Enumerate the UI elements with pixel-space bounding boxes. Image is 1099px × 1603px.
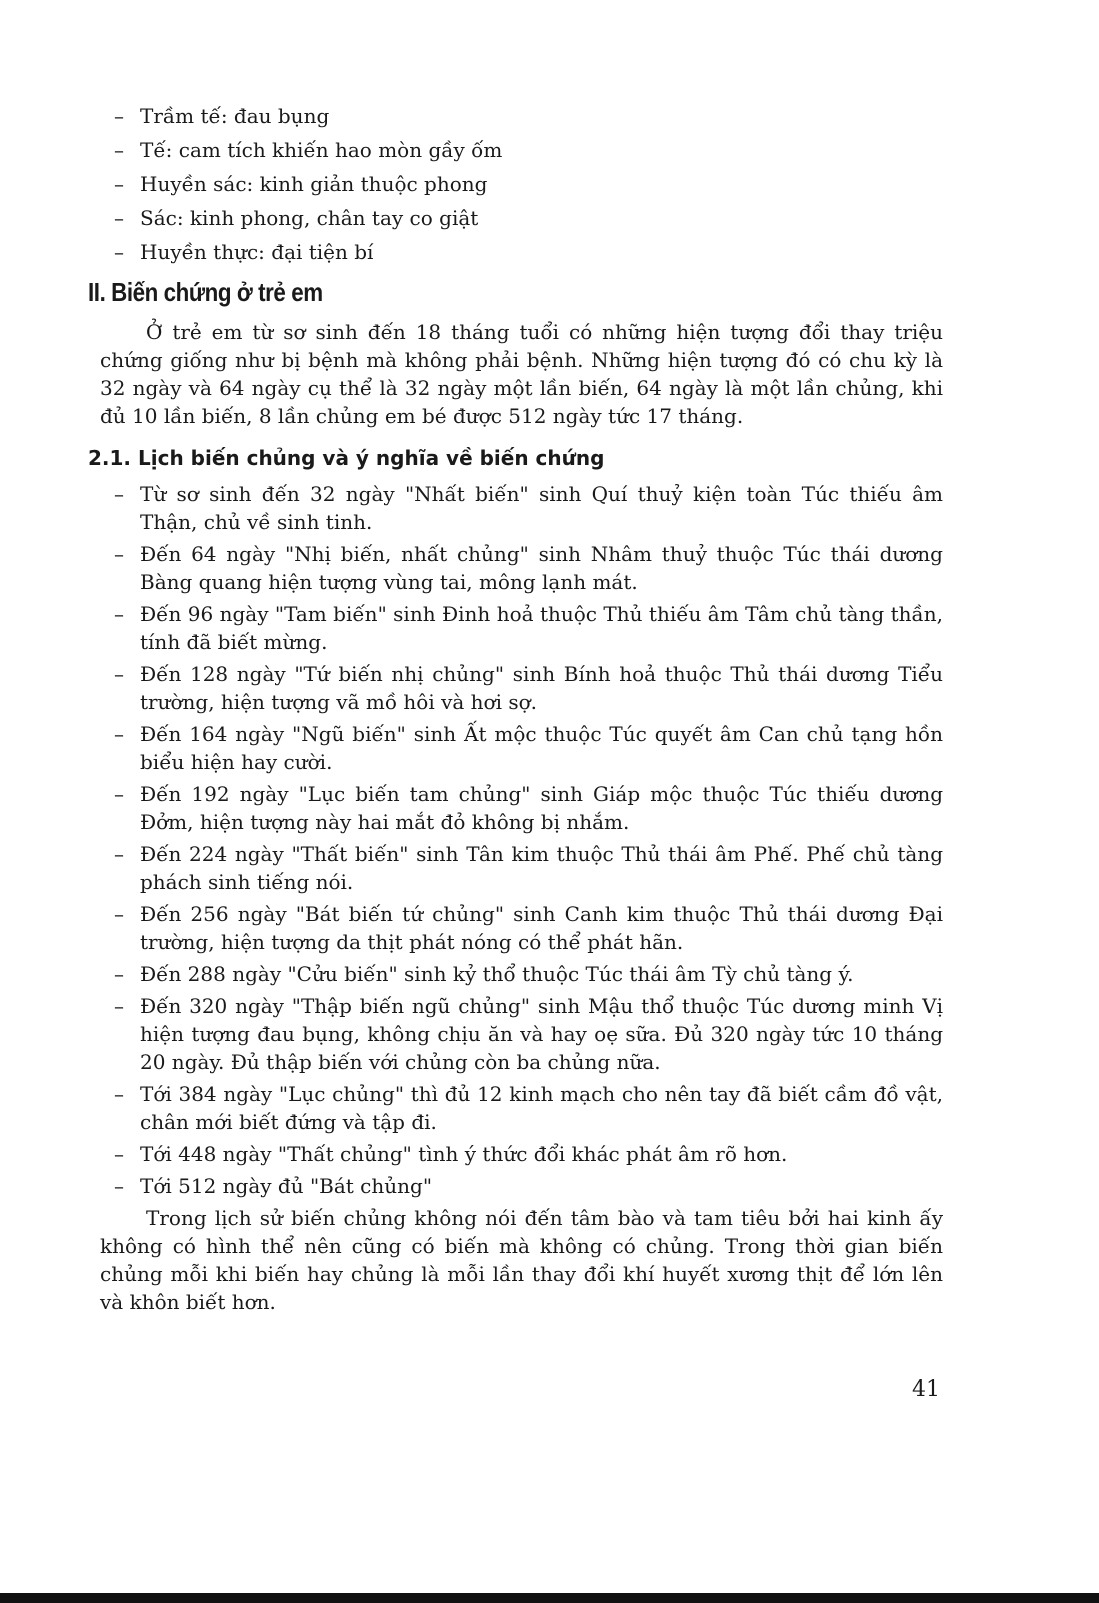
- pulse-list: [100, 102, 943, 266]
- page-content: [88, 102, 943, 1324]
- list-item: – Đến 224 ngày "Thất biến" sinh Tân kim thuộc Thủ thái âm Phế. Phế chủ tàng phách sinh tiếng nói.: [100, 840, 943, 896]
- list-item: – Trầm tế: đau bụng: [100, 102, 943, 130]
- list-item: – Huyền sác: kinh giản thuộc phong: [100, 170, 943, 198]
- list-item: – Đến 128 ngày "Tứ biến nhị chủng" sinh Bính hoả thuộc Thủ thái dương Tiểu trường, hiện tượng vã mồ hôi và hơi sợ.: [100, 660, 943, 716]
- list-item: – Đến 320 ngày "Thập biến ngũ chủng" sinh Mậu thổ thuộc Túc dương minh Vị hiện tượng đau bụng, không chịu ăn và hay oẹ sữa. Đủ 320 ngày tức 10 tháng 20 ngày. Đủ thập biến với chủng còn ba chủng nữa.: [100, 992, 943, 1076]
- list-item: – Đến 288 ngày "Cửu biến" sinh kỷ thổ thuộc Túc thái âm Tỳ chủ tàng ý.: [100, 960, 943, 988]
- list-item: – Đến 256 ngày "Bát biến tứ chủng" sinh Canh kim thuộc Thủ thái dương Đại trường, hiện tượng da thịt phát nóng có thể phát hãn.: [100, 900, 943, 956]
- section-title: II. Biến chứng ở trẻ em: [88, 277, 323, 307]
- list-item: – Tới 384 ngày "Lục chủng" thì đủ 12 kinh mạch cho nên tay đã biết cầm đồ vật, chân mới biết đứng và tập đi.: [100, 1080, 943, 1136]
- list-item: – Huyền thực: đại tiện bí: [100, 238, 943, 266]
- subsection-title: 2.1. Lịch biến chủng và ý nghĩa về biến chứng: [88, 446, 605, 470]
- list-item: – Sác: kinh phong, chân tay co giật: [100, 204, 943, 232]
- intro-paragraph: Ở trẻ em từ sơ sinh đến 18 tháng tuổi có những hiện tượng đổi thay triệu chứng giống như bị bệnh mà không phải bệnh. Những hiện tượng đó có chu kỳ là 32 ngày và 64 ngày cụ thể là 32 ngày một lần biến, 64 ngày là một lần chủng, khi đủ 10 lần biến, 8 lần chủng em bé được 512 ngày tức 17 tháng.: [100, 320, 943, 428]
- list-item: – Tới 512 ngày đủ "Bát chủng": [100, 1172, 943, 1200]
- list-item: – Tới 448 ngày "Thất chủng" tình ý thức đổi khác phát âm rõ hơn.: [100, 1140, 943, 1168]
- list-item: – Tế: cam tích khiến hao mòn gầy ốm: [100, 136, 943, 164]
- list-item: – Đến 164 ngày "Ngũ biến" sinh Ất mộc thuộc Túc quyết âm Can chủ tạng hồn biểu hiện hay cười.: [100, 720, 943, 776]
- page-number: 41: [912, 1377, 940, 1402]
- list-item: – Đến 64 ngày "Nhị biến, nhất chủng" sinh Nhâm thuỷ thuộc Túc thái dương Bàng quang hiện tượng vùng tai, mông lạnh mát.: [100, 540, 943, 596]
- list-item: – Từ sơ sinh đến 32 ngày "Nhất biến" sinh Quí thuỷ kiện toàn Túc thiếu âm Thận, chủ về sinh tinh.: [100, 480, 943, 536]
- list-item: – Đến 192 ngày "Lục biến tam chủng" sinh Giáp mộc thuộc Túc thiếu dương Đởm, hiện tượng này hai mắt đỏ không bị nhắm.: [100, 780, 943, 836]
- scan-bottom-edge: [0, 1593, 1099, 1603]
- closing-paragraph: Trong lịch sử biến chủng không nói đến tâm bào và tam tiêu bởi hai kinh ấy không có hình thể nên cũng có biến mà không có chủng. Trong thời gian biến chủng mỗi khi biến hay chủng là mỗi lần thay đổi khí huyết xương thịt để lớn lên và khôn biết hơn.: [100, 1206, 943, 1314]
- schedule-list: [100, 480, 943, 1200]
- list-item: – Đến 96 ngày "Tam biến" sinh Đinh hoả thuộc Thủ thiếu âm Tâm chủ tàng thần, tính đã biết mừng.: [100, 600, 943, 656]
